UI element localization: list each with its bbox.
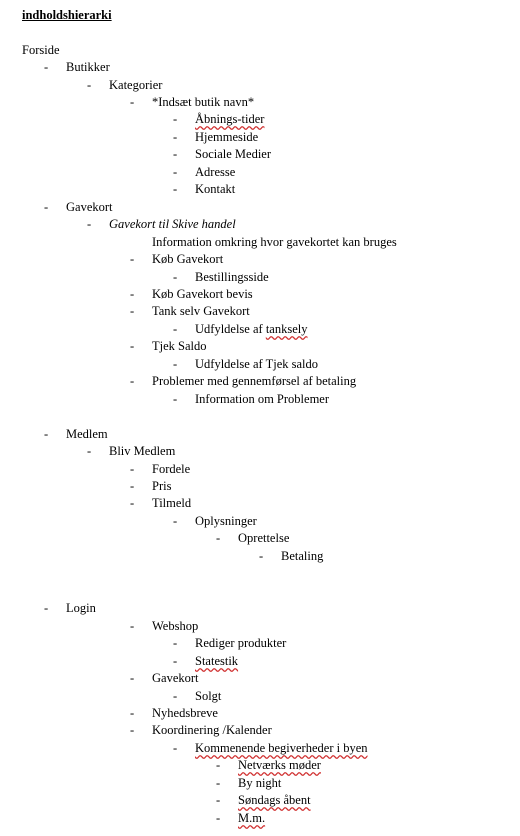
hierarchy-item-label: [195, 181, 235, 197]
spellcheck-flagged-text: Søndags åbent: [238, 793, 311, 807]
root-item-label: Forside: [22, 43, 60, 57]
label-text: Rediger produkter: [195, 636, 287, 650]
spellcheck-flagged-text: M.m.: [238, 811, 266, 825]
label-text: Butikker: [66, 60, 110, 74]
hierarchy-item-label: [152, 705, 218, 721]
list-dash: -: [87, 444, 92, 458]
label-text: Webshop: [152, 619, 199, 633]
spellcheck-flagged-text: Statestik: [195, 654, 239, 668]
list-dash: -: [173, 357, 178, 371]
hierarchy-item-label: [152, 618, 198, 634]
hierarchy-item-label: [195, 146, 271, 162]
label-text: Adresse: [195, 165, 236, 179]
list-dash: -: [44, 427, 49, 441]
list-dash: -: [130, 339, 135, 353]
hierarchy-item-label: [195, 269, 269, 285]
spellcheck-flagged-text: Netværks møder: [238, 758, 321, 772]
list-dash: -: [216, 758, 221, 772]
hierarchy-item-label: [195, 321, 307, 337]
hierarchy-item-label: [195, 635, 286, 651]
list-dash: -: [173, 636, 178, 650]
label-text: Gavekort: [66, 200, 113, 214]
hierarchy-item-label: [195, 391, 329, 407]
hierarchy-item-label: [152, 373, 356, 389]
list-dash: -: [44, 200, 49, 214]
label-text: Tank selv Gavekort: [152, 304, 250, 318]
label-text: Fordele: [152, 462, 191, 476]
hierarchy-item-label: [66, 600, 96, 616]
list-dash: -: [130, 287, 135, 301]
label-text: Solgt: [195, 689, 222, 703]
list-dash: -: [216, 793, 221, 807]
hierarchy-item-label: [66, 199, 113, 215]
hierarchy-item-label: [152, 495, 191, 511]
list-dash: -: [130, 304, 135, 318]
list-dash: -: [173, 165, 178, 179]
list-dash: -: [173, 112, 178, 126]
hierarchy-item-label: [195, 740, 368, 756]
list-dash: -: [130, 706, 135, 720]
list-dash: -: [173, 270, 178, 284]
list-dash: -: [130, 252, 135, 266]
hierarchy-item-label: [195, 688, 221, 704]
list-dash: -: [173, 514, 178, 528]
list-dash: -: [44, 601, 49, 615]
label-text: Nyhedsbreve: [152, 706, 218, 720]
label-text: Information omkring hvor gavekortet kan bruges: [152, 235, 397, 249]
list-dash: -: [259, 549, 264, 563]
hierarchy-item-label: [195, 356, 318, 372]
list-dash: -: [173, 147, 178, 161]
list-dash: -: [130, 95, 135, 109]
label-text: Hjemmeside: [195, 130, 259, 144]
hierarchy-item-label: [238, 530, 289, 546]
label-text: Tjek Saldo: [152, 339, 207, 353]
hierarchy-item-label: [152, 722, 272, 738]
spellcheck-flagged-text: tanksely: [265, 322, 308, 336]
hierarchy-item-label: [152, 478, 171, 494]
label-text: Koordinering /Kalender: [152, 723, 272, 737]
hierarchy-item-label: [152, 234, 397, 250]
list-dash: -: [173, 654, 178, 668]
hierarchy-item-label: [152, 338, 207, 354]
label-text: Gavekort til Skive handel: [109, 217, 236, 231]
label-text: Betaling: [281, 549, 324, 563]
list-dash: -: [130, 496, 135, 510]
label-prefix: Udfyldelse af: [195, 322, 266, 336]
hierarchy-item-label: [109, 77, 162, 93]
list-dash: -: [173, 392, 178, 406]
label-text: Information om Problemer: [195, 392, 329, 406]
list-dash: -: [173, 689, 178, 703]
hierarchy-item-label: [238, 757, 321, 773]
hierarchy-item-label: [152, 251, 223, 267]
list-dash: -: [130, 671, 135, 685]
label-text: Bliv Medlem: [109, 444, 176, 458]
list-dash: -: [216, 531, 221, 545]
hierarchy-item-label: [238, 810, 265, 826]
spellcheck-flagged-text: Kommenende begiverheder i byen: [195, 741, 368, 755]
label-text: Køb Gavekort: [152, 252, 224, 266]
list-dash: -: [130, 462, 135, 476]
list-dash: -: [173, 130, 178, 144]
label-text: Bestillingsside: [195, 270, 269, 284]
hierarchy-item-label: [152, 94, 254, 110]
hierarchy-item-label: [152, 303, 250, 319]
label-text: Pris: [152, 479, 172, 493]
label-text: Medlem: [66, 427, 108, 441]
list-dash: -: [130, 479, 135, 493]
hierarchy-item-label: [238, 792, 311, 808]
list-dash: -: [173, 322, 178, 336]
hierarchy-item-label: [195, 111, 264, 127]
hierarchy-item-label: [152, 461, 190, 477]
label-text: Login: [66, 601, 96, 615]
list-dash: -: [130, 619, 135, 633]
hierarchy-item-label: [281, 548, 323, 564]
hierarchy-item-label: [109, 216, 236, 232]
hierarchy-item-label: [152, 670, 199, 686]
list-dash: -: [173, 182, 178, 196]
list-dash: -: [44, 60, 49, 74]
label-text: Oprettelse: [238, 531, 290, 545]
list-dash: -: [87, 217, 92, 231]
hierarchy-item-label: [195, 513, 257, 529]
label-text: Gavekort: [152, 671, 199, 685]
label-text: Kategorier: [109, 78, 163, 92]
list-dash: -: [173, 741, 178, 755]
hierarchy-item-label: [109, 443, 175, 459]
document-title: indholdshierarki: [22, 8, 112, 22]
label-text: Udfyldelse af Tjek saldo: [195, 357, 318, 371]
label-text: Tilmeld: [152, 496, 192, 510]
list-dash: -: [216, 776, 221, 790]
hierarchy-item-label: [152, 286, 253, 302]
label-text: Kontakt: [195, 182, 236, 196]
list-dash: -: [130, 723, 135, 737]
spellcheck-flagged-text: Åbnings-tider: [195, 112, 265, 126]
hierarchy-item-label: [66, 426, 108, 442]
list-dash: -: [216, 811, 221, 825]
hierarchy-item-label: [238, 775, 281, 791]
hierarchy-item-label: [195, 164, 235, 180]
label-text: Sociale Medier: [195, 147, 272, 161]
list-dash: -: [87, 78, 92, 92]
label-text: Køb Gavekort bevis: [152, 287, 253, 301]
label-text: Problemer med gennemførsel af betaling: [152, 374, 357, 388]
hierarchy-item-label: [195, 129, 258, 145]
label-text: By night: [238, 776, 282, 790]
label-text: Oplysninger: [195, 514, 257, 528]
label-text: *Indsæt butik navn*: [152, 95, 255, 109]
hierarchy-item-label: [195, 653, 238, 669]
list-dash: -: [130, 374, 135, 388]
hierarchy-item-label: [66, 59, 110, 75]
